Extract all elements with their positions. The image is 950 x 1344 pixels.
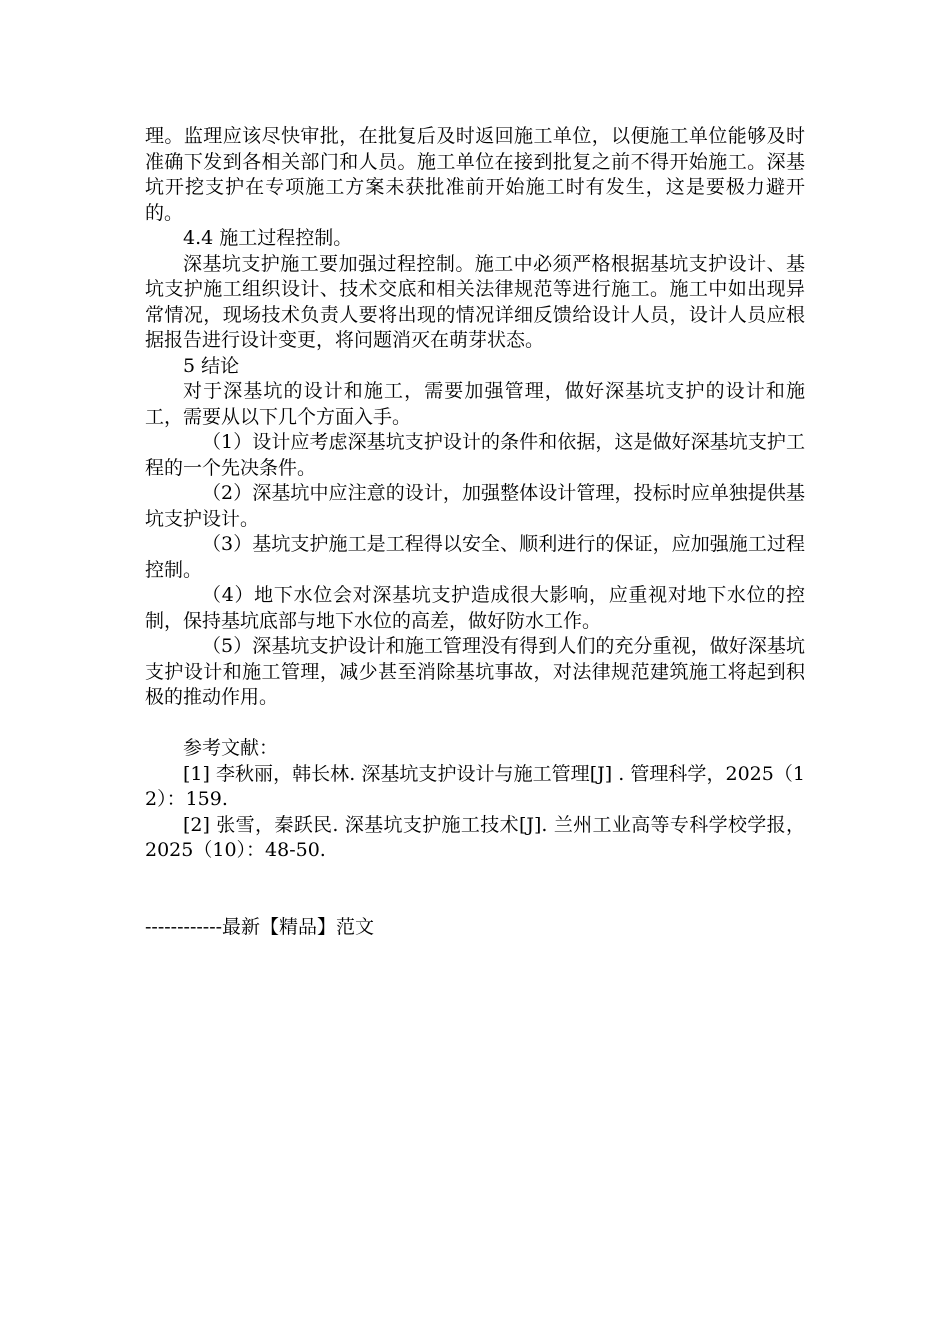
- paragraph-process-control: 深基坑支护施工要加强过程控制。施工中必须严格根据基坑支护设计、基坑支护施工组织设计、技术交底和相关法律规范等进行施工。施工中如出现异常情况，现场技术负责人要将出现的情况详细反馈给设计人员，设计人员应根据报告进行设计变更，将问题消灭在萌芽状态。: [145, 252, 805, 351]
- spacer: [145, 711, 805, 737]
- footer-tagline: ------------最新【精品】范文: [145, 915, 375, 938]
- conclusion-item-4: （4）地下水位会对深基坑支护造成很大影响，应重视对地下水位的控制，保持基坑底部与地下水位的高差，做好防水工作。: [145, 584, 805, 632]
- reference-item-1: [1] 李秋丽，韩长林. 深基坑支护设计与施工管理[J] . 管理科学，2025（12）：159.: [145, 762, 805, 810]
- section-heading-5: 5 结论: [183, 354, 240, 377]
- paragraph-approval: 理。监理应该尽快审批，在批复后及时返回施工单位，以便施工单位能够及时准确下发到各相关部门和人员。施工单位在接到批复之前不得开始施工。深基坑开挖支护在专项施工方案未获批准前开始施工时有发生，这是要极力避开的。: [145, 125, 805, 224]
- spacer: [145, 864, 805, 915]
- paragraph-conclusion-intro: 对于深基坑的设计和施工，需要加强管理，做好深基坑支护的设计和施工，需要从以下几个方面入手。: [145, 380, 805, 428]
- conclusion-item-3: （3）基坑支护施工是工程得以安全、顺利进行的保证，应加强施工过程控制。: [145, 533, 805, 581]
- section-heading-4-4: 4.4 施工过程控制。: [183, 227, 353, 249]
- conclusion-item-1: （1）设计应考虑深基坑支护设计的条件和依据，这是做好深基坑支护工程的一个先决条件。: [145, 431, 805, 479]
- conclusion-item-5: （5）深基坑支护设计和施工管理没有得到人们的充分重视，做好深基坑支护设计和施工管理，减少甚至消除基坑事故，对法律规范建筑施工将起到积极的推动作用。: [145, 635, 805, 708]
- document-body: [145, 124, 805, 940]
- references-heading: 参考文献：: [183, 737, 279, 759]
- conclusion-item-2: （2）深基坑中应注意的设计，加强整体设计管理，投标时应单独提供基坑支护设计。: [145, 482, 805, 530]
- reference-item-2: [2] 张雪，秦跃民. 深基坑支护施工技术[J]. 兰州工业高等专科学校学报，2025（10）：48-50.: [145, 813, 805, 861]
